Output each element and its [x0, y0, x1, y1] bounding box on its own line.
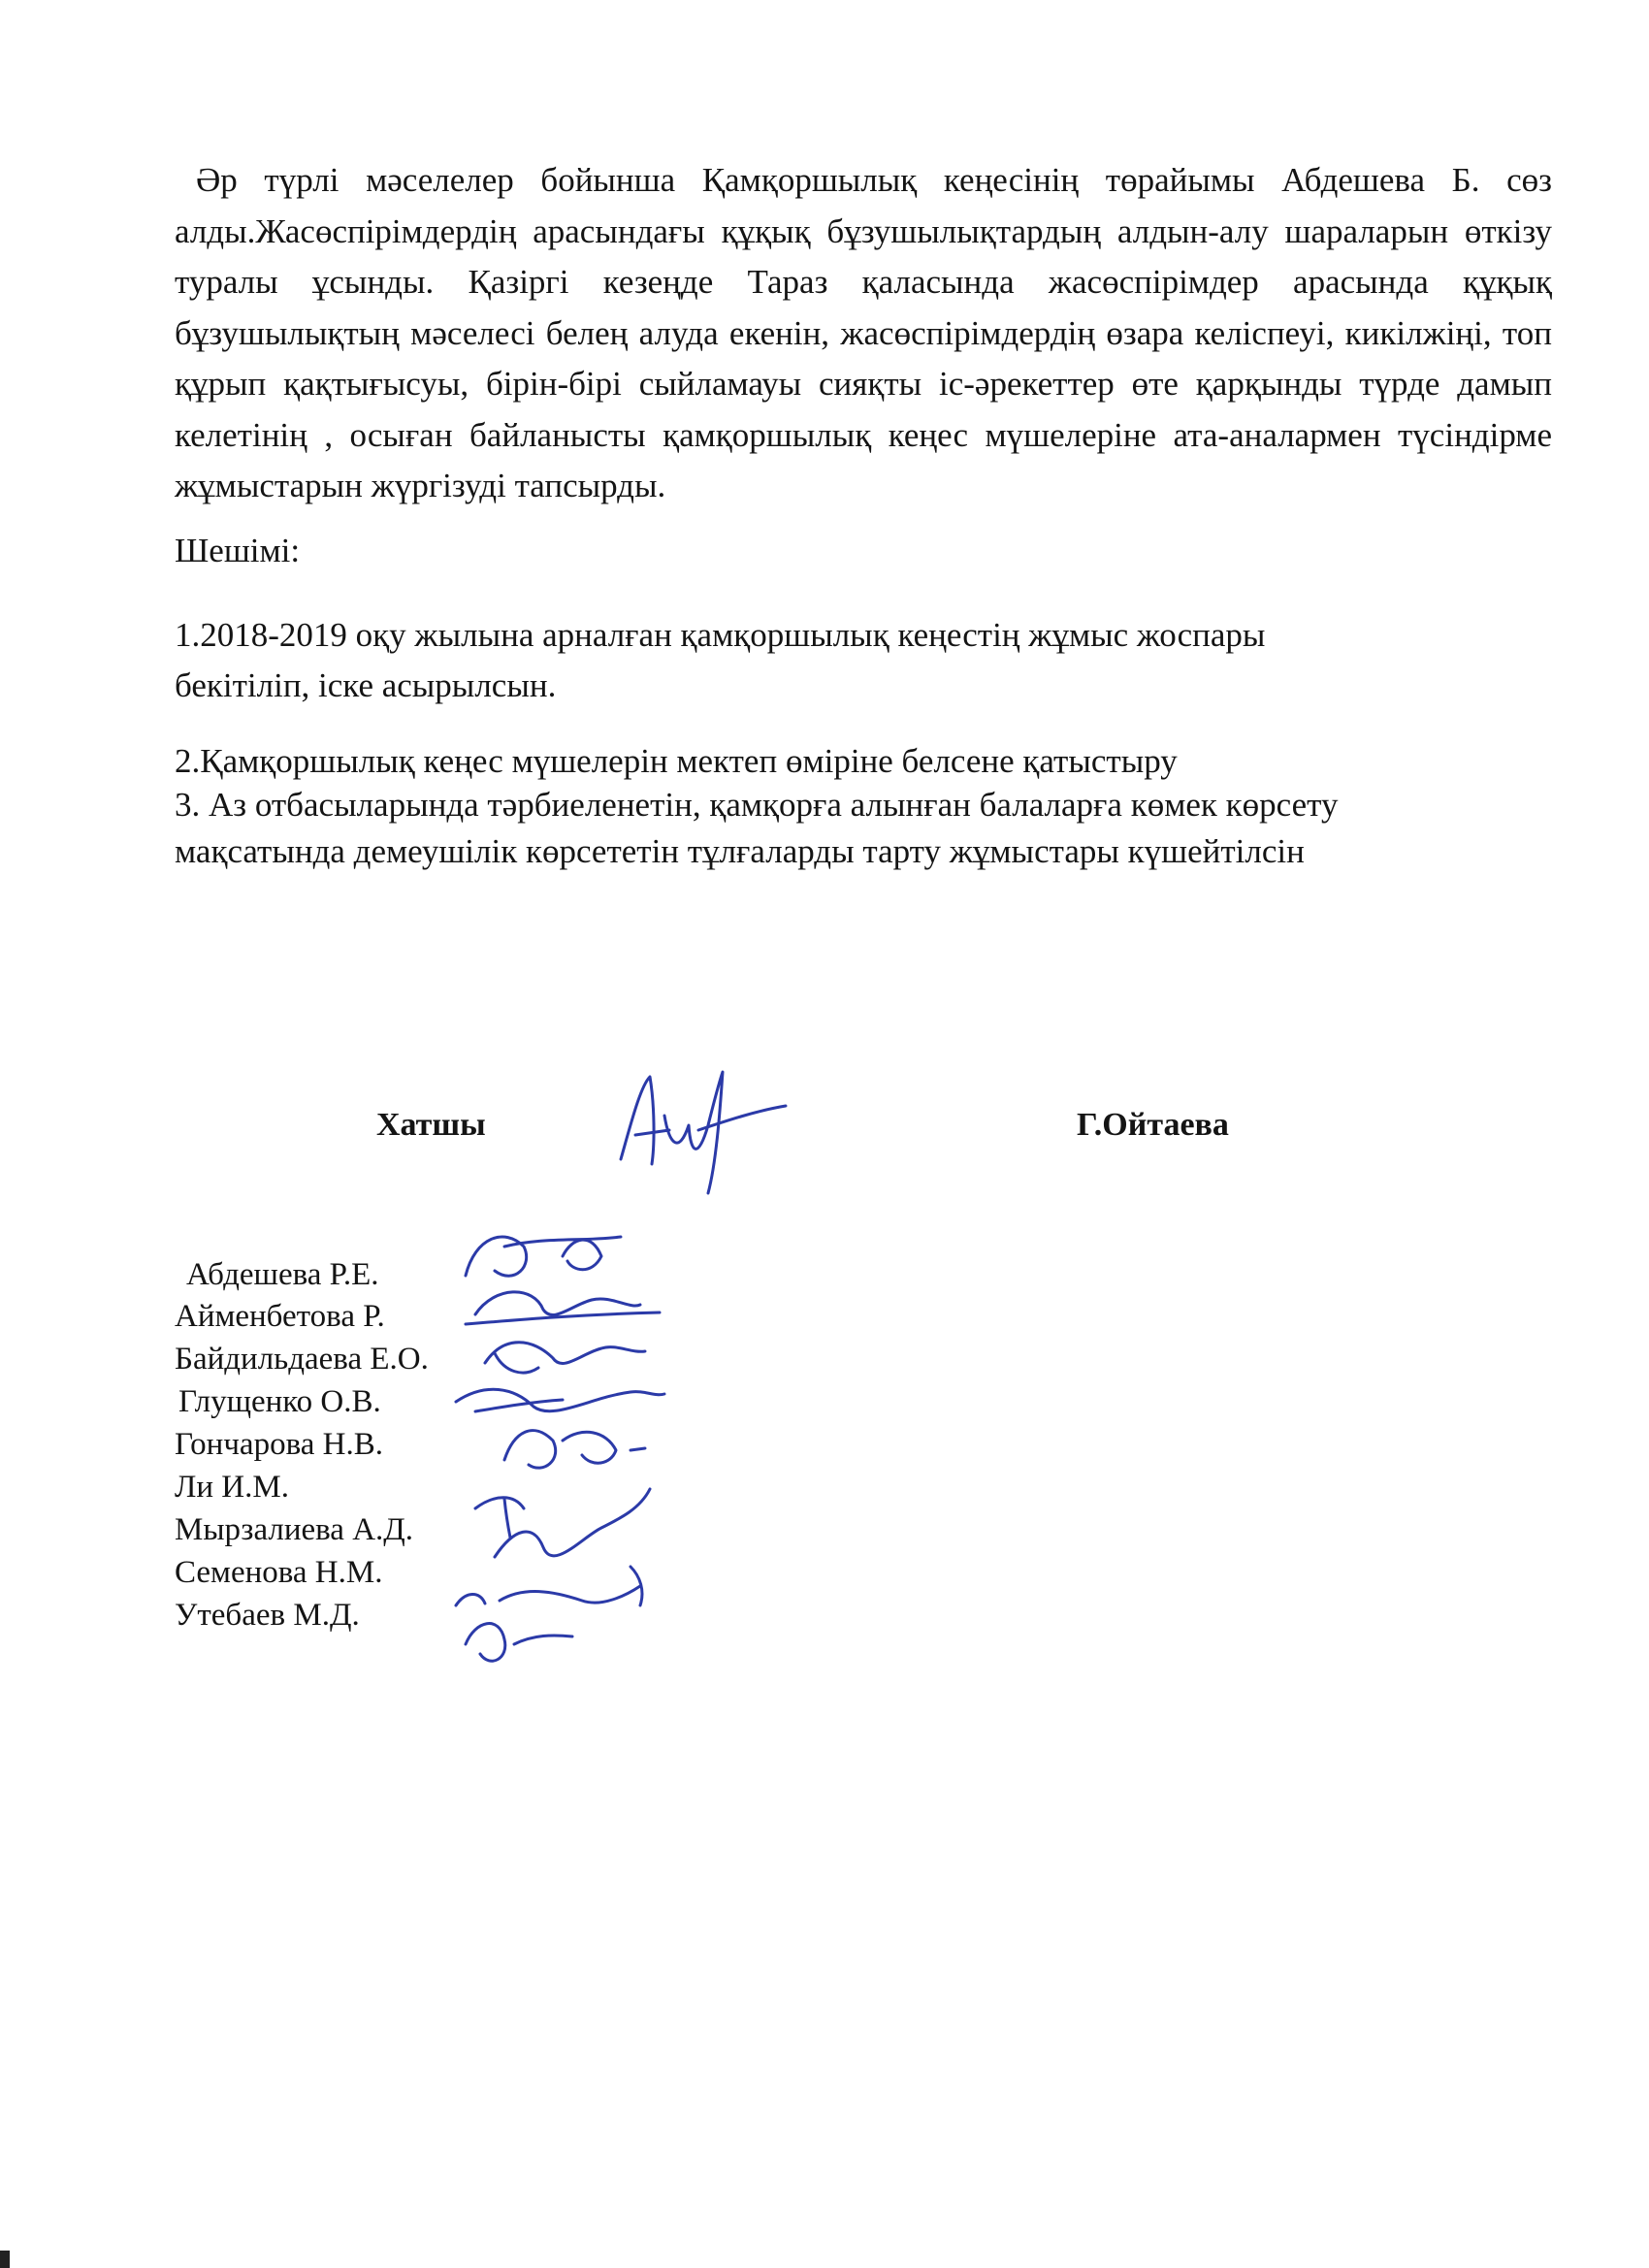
member-name-9: Утебаев М.Д.: [175, 1598, 360, 1633]
member-name-4: Глущенко О.В.: [178, 1384, 381, 1419]
member-name-2: Айменбетова Р.: [175, 1299, 385, 1334]
member-name-6: Ли И.М.: [175, 1470, 289, 1505]
decision-heading: Шешімі:: [175, 532, 301, 569]
member-name-5: Гончарова Н.В.: [175, 1427, 383, 1462]
member-signatures: [446, 1217, 679, 1673]
secretary-label: Хатшы: [376, 1107, 486, 1143]
member-name-8: Семенова Н.М.: [175, 1555, 383, 1590]
decision-item-3-continued: мақсатында демеушілік көрсететін тұлғаларды тарту жұмыстары күшейтілсін: [175, 832, 1305, 870]
member-name-3: Байдильдаева Е.О.: [175, 1342, 429, 1377]
decision-item-3: 3. Аз отбасыларында тәрбиеленетін, қамқорға алынған балаларға көмек көрсету: [175, 786, 1339, 824]
secretary-signature: [611, 1067, 795, 1203]
decision-item-1-continued: бекітіліп, іске асырылсын.: [175, 666, 557, 704]
decision-item-1: 1.2018-2019 оқу жылына арналған қамқоршылық кеңестің жұмыс жоспары: [175, 616, 1266, 654]
decision-item-2: 2.Қамқоршылық кеңес мүшелерін мектеп өміріне белсене қатыстыру: [175, 742, 1178, 780]
member-name-7: Мырзалиева А.Д.: [175, 1512, 414, 1547]
meeting-paragraph: Әр түрлі мәселелер бойынша Қамқоршылық кеңесінің төрайымы Абдешева Б. сөз алды.Жасөспірімдердің арасындағы құқық бұзушылықтардың алдын-алу шараларын өткізу туралы ұсынды. Қазіргі кезеңде Тараз қаласында жасөспірімдер арасында құқық бұзушылықтың мәселесі белең алуда екенін, жасөспірімдердің өзара келіспеуі, кикілжіңі, топ құрып қақтығысуы, бірін-бірі сыйламауы сияқты іс-әрекеттер өте қарқынды түрде дамып келетінің , осыған байланысты қамқоршылық кеңес мүшелеріне ата-аналармен түсіндірме жұмыстарын жүргізуді тапсырды.: [175, 161, 1552, 504]
scan-edge-mark: [0, 2251, 10, 2268]
secretary-name: Г.Ойтаева: [1077, 1107, 1229, 1143]
member-name-1: Абдешева Р.Е.: [186, 1257, 379, 1292]
